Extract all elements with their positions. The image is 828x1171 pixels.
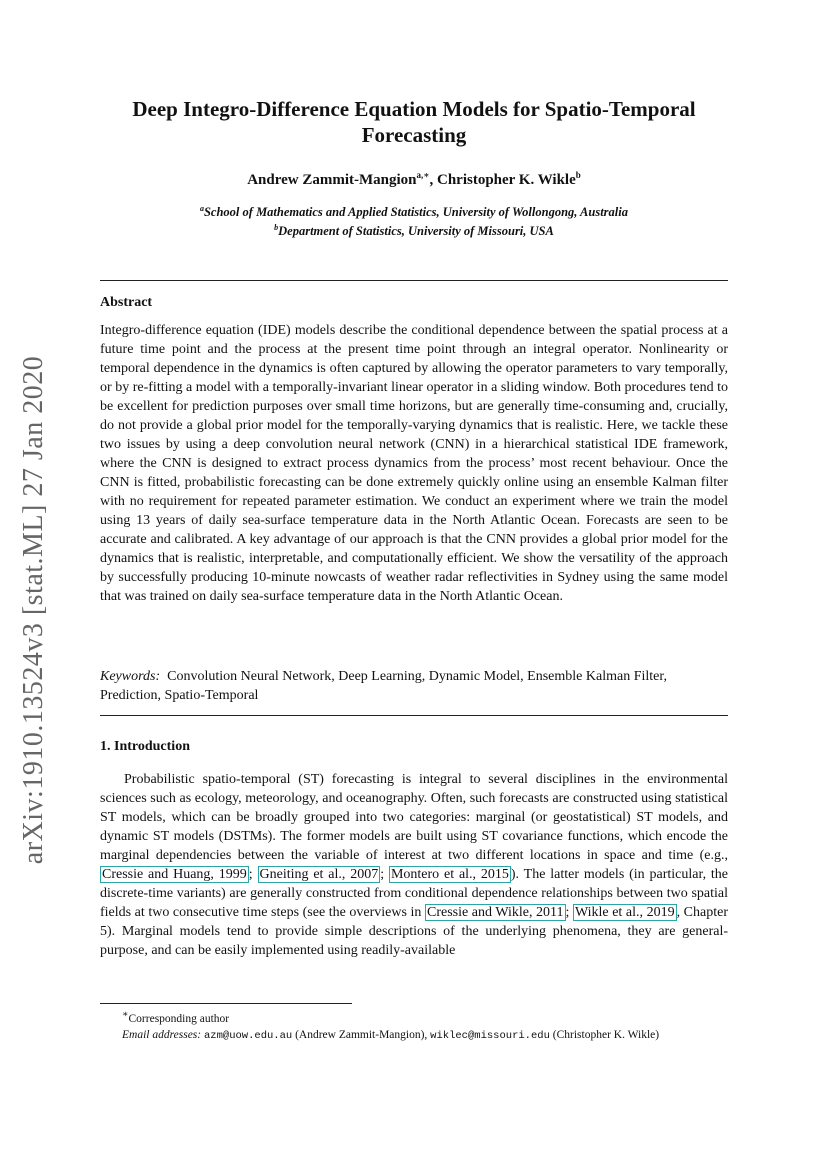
abstract-body: Integro-difference equation (IDE) models describe the conditional dependence between the spatial process at a future time point and the process at the present time point through an integral operator. Nonlinearity or temporal dependence in the dynamics is often captured by allowing the operator parameters to vary temporally, or by re-fitting a model with a temporally-invariant linear operator in a sliding window. Both procedures tend to be excellent for prediction purposes over small time horizons, but are generally time-consuming and, crucially, do not provide a global prior model for the temporally-varying dynamics that is realistic. Here, we tackle these two issues by using a deep convolution neural network (CNN) in a hierarchical statistical IDE framework, where the CNN is designed to extract process dynamics from the process’ most recent behaviour. Once the CNN is fitted, probabilistic forecasting can be done extremely quickly online using an ensemble Kalman filter with no requirement for repeated parameter estimation. We conduct an experiment where we train the model using 13 years of daily sea-surface temperature data in the North Atlantic Ocean. Forecasts are seen to be accurate and calibrated. A key advantage of our approach is that the CNN provides a global prior model for the dynamics that is realistic, interpretable, and computationally efficient. We show the versatility of the approach by successfully producing 10-minute nowcasts of weather radar reflectivities in Sydney using the same model that was trained on daily sea-surface temperature data in the North Atlantic Ocean. — [100, 323, 728, 604]
author-affiliation-mark: b — [575, 170, 581, 180]
introduction-paragraph — [100, 770, 728, 960]
author-affiliation-mark: a,∗ — [416, 170, 430, 180]
affiliation-mark: b — [274, 223, 279, 233]
footnote-emails — [100, 1027, 728, 1044]
footnote-mark: ∗ — [122, 1009, 129, 1020]
paragraph-text: ). The latter models (in particular, the discrete-time variants) are generally constructed from conditional dependence relationships between two spatial fields at two consecutive time steps (see the overviews in — [100, 867, 729, 920]
footnote-corresponding — [100, 1007, 728, 1027]
keywords-label: Keywords: — [100, 669, 161, 684]
email-address[interactable]: wiklec@missouri.edu — [430, 1029, 550, 1042]
citation-separator: ; — [380, 867, 389, 882]
email-label: Email addresses: — [122, 1028, 202, 1041]
email-owner: (Christopher K. Wikle) — [549, 1028, 660, 1041]
arxiv-identifier-text: arXiv:1910.13524v3 [stat.ML] 27 Jan 2020 — [18, 355, 49, 865]
footnotes — [100, 1007, 728, 1044]
affiliation-text: School of Mathematics and Applied Statistics, University of Wollongong, Australia — [203, 205, 628, 220]
email-owner: (Andrew Zammit-Mangion), — [292, 1028, 431, 1041]
abstract-top-rule — [100, 280, 728, 281]
abstract-bottom-rule — [100, 715, 728, 716]
footnote-text: Corresponding author — [128, 1012, 230, 1025]
citation-link[interactable]: Cressie and Huang, 1999 — [102, 867, 247, 882]
citation-link[interactable]: Montero et al., 2015 — [390, 867, 509, 882]
paper-title: Deep Integro-Difference Equation Models for Spatio-Temporal Forecasting — [132, 97, 696, 147]
affiliations — [100, 201, 728, 239]
citation-link[interactable]: Cressie and Wikle, 2011 — [427, 905, 564, 920]
paragraph-text: Probabilistic spatio-temporal (ST) forecasting is integral to several disciplines in the environmental sciences such as ecology, meteorology, and oceanography. Often, such forecasts are constructed using statistical ST models, which can be broadly grouped into two categories: marginal (or geostatistical) ST models, and dynamic ST models (DSTMs). The former models are built using ST covariance functions, which encode the marginal dependencies between the variable of interest at two different locations in space and time (e.g., — [100, 772, 728, 863]
author-name: Andrew Zammit-Mangion — [247, 172, 417, 188]
citation-separator: ; — [565, 905, 573, 920]
paragraph-text: , Chapter 5). Marginal models tend to provide simple descriptions of the underlying phenomena, they are general-purpose, and can be easily implemented using readily-available — [100, 905, 728, 958]
email-address[interactable]: azm@uow.edu.au — [203, 1029, 293, 1042]
keywords-text: Convolution Neural Network, Deep Learning, Dynamic Model, Ensemble Kalman Filter, Prediction, Spatio-Temporal — [100, 669, 667, 703]
citation-separator: ; — [248, 867, 258, 882]
footnote-rule — [100, 1003, 352, 1004]
affiliation-mark: a — [199, 204, 204, 213]
affiliation-line — [100, 220, 728, 239]
author-list — [100, 170, 728, 189]
citation-link[interactable]: Gneiting et al., 2007 — [259, 867, 379, 882]
author-separator: , — [429, 172, 437, 188]
arxiv-identifier — [14, 355, 54, 865]
affiliation-line — [100, 201, 728, 220]
citation-link[interactable]: Wikle et al., 2019 — [575, 905, 675, 920]
keywords — [100, 667, 728, 705]
author-name: Christopher K. Wikle — [436, 172, 576, 188]
abstract-heading: Abstract — [100, 295, 153, 310]
affiliation-text: Department of Statistics, University of Missouri, USA — [278, 224, 554, 239]
section-heading-introduction: 1. Introduction — [100, 739, 190, 754]
